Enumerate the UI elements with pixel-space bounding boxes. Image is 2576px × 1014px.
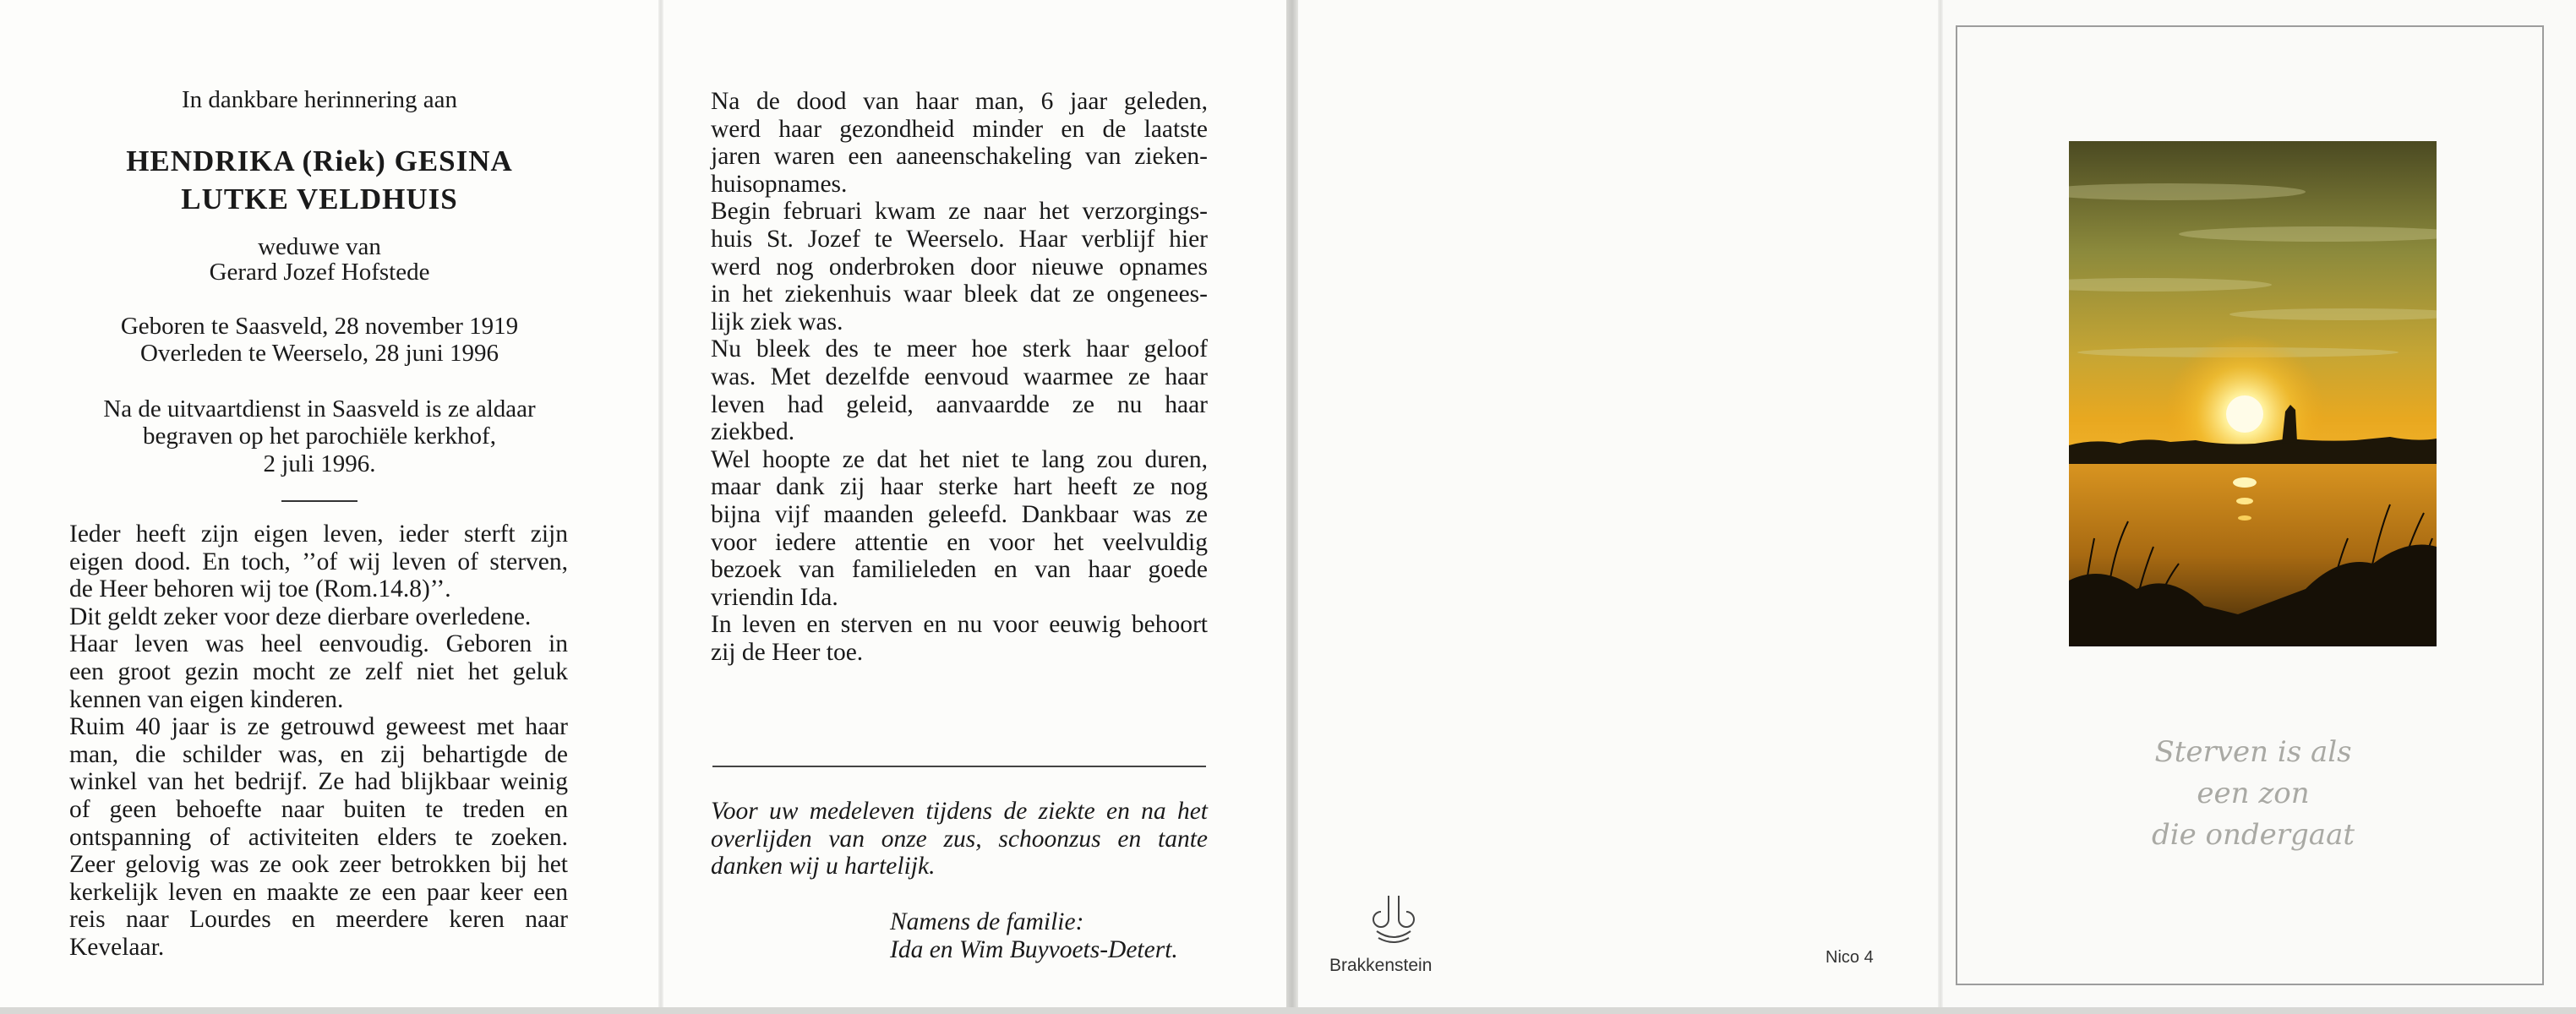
text-line: maar dank zij haar sterke hart heeft ze nog	[711, 473, 1208, 501]
scan-edge	[0, 1007, 2576, 1014]
birth-info: Geboren te Saasveld, 28 november 1919	[120, 313, 519, 340]
text-line: kerkelijk leven en maakte ze een paar keer een	[69, 878, 568, 906]
back-cover-panel	[1298, 0, 1940, 1007]
burial-line: begraven op het parochiële kerkhof,	[143, 422, 496, 450]
text-line: man, die schilder was, en zij behartigde de	[69, 740, 568, 768]
sunset-photo	[2069, 141, 2437, 646]
text-line: Haar leven was heel eenvoudig. Geboren in	[69, 630, 568, 658]
burial-line: 2 juli 1996.	[263, 450, 376, 477]
publisher-name: Brakkenstein	[1329, 956, 1433, 975]
signature-line: Ida en Wim Buyvoets-Detert.	[890, 935, 1178, 963]
card-code: Nico 4	[1826, 948, 1874, 967]
death-info: Overleden te Weerselo, 28 juni 1996	[140, 340, 499, 367]
poem-line: die ondergaat	[2151, 818, 2355, 852]
text-line: Ieder heeft zijn eigen leven, ieder sterft zijn	[69, 521, 568, 548]
text-line: ziekbed.	[711, 418, 795, 446]
poem-line: Sterven is als	[2154, 735, 2352, 769]
text-line: ontspanning of activiteiten elders te zoeken.	[69, 823, 568, 851]
text-line: Zeer gelovig was ze ook zeer betrokken bij het	[69, 851, 568, 879]
text-line: huisopnames.	[711, 170, 848, 198]
card-gap	[1286, 0, 1298, 1014]
spouse-name: Gerard Jozef Hofstede	[209, 259, 430, 286]
text-line: voor iedere attentie en voor het veelvuldig	[711, 528, 1208, 556]
text-line: werd nog onderbroken door nieuwe opnames	[711, 253, 1208, 281]
text-line: In leven en sterven en nu voor eeuwig behoort	[711, 611, 1208, 639]
text-line: danken wij u hartelijk.	[711, 853, 936, 880]
text-line: Begin februari kwam ze naar het verzorgings-	[711, 198, 1208, 226]
text-line: of geen behoefte naar buiten te treden en	[69, 795, 568, 823]
text-line: eigen dood. En toch, ’’of wij leven of sterven,	[69, 548, 568, 575]
text-line: lijk ziek was.	[711, 308, 843, 335]
name-line: HENDRIKA (Riek) GESINA	[126, 144, 513, 177]
text-line: de Heer behoren wij toe (Rom.14.8)’’.	[69, 575, 451, 603]
text-line: een groot gezin mocht ze zelf niet het geluk	[69, 657, 568, 685]
poem	[2103, 732, 2404, 856]
text-line: overlijden van onze zus, schoonzus en tante	[711, 825, 1208, 853]
text-line: jaren waren een aaneenschakeling van zieken-	[711, 143, 1208, 171]
sunset-over-lake-image	[2069, 141, 2437, 646]
divider	[712, 766, 1206, 767]
text-line: was. Met dezelfde eenvoud waarmee ze haar	[711, 363, 1208, 390]
text-line: reis naar Lourdes en meerdere keren naar	[69, 906, 568, 934]
text-line: Ruim 40 jaar is ze getrouwd geweest met haar	[69, 713, 568, 741]
burial-line: Na de uitvaartdienst in Saasveld is ze aldaar	[103, 395, 536, 422]
thanks-text	[711, 798, 1208, 880]
fold-line	[658, 0, 663, 1014]
text-line: Kevelaar.	[69, 933, 165, 961]
divider	[281, 500, 357, 502]
memorial-text	[69, 521, 568, 962]
brakkenstein-logo-icon	[1370, 894, 1417, 945]
text-line: Voor uw medeleven tijdens de ziekte en na het	[711, 798, 1208, 825]
signature-block	[890, 908, 1211, 963]
text-line: bezoek van familieleden en van haar goede	[711, 556, 1208, 584]
text-line: Na de dood van haar man, 6 jaar geleden,	[711, 88, 1208, 115]
deceased-name	[69, 142, 570, 218]
text-line: leven had geleid, aanvaardde ze nu haar	[711, 390, 1208, 418]
memorial-text-continued	[711, 88, 1208, 666]
signature-line: Namens de familie:	[890, 908, 1084, 935]
text-line: Wel hoopte ze dat het niet te lang zou duren,	[711, 445, 1208, 473]
text-line: Dit geldt zeker voor deze dierbare overledene.	[69, 602, 532, 630]
text-line: vriendin Ida.	[711, 583, 838, 611]
text-line: kennen van eigen kinderen.	[69, 685, 344, 713]
name-line: LUTKE VELDHUIS	[181, 183, 458, 215]
fold-line	[1938, 0, 1943, 1014]
text-line: zij de Heer toe.	[711, 638, 864, 666]
text-line: in het ziekenhuis waar bleek dat ze ongenees-	[711, 281, 1208, 308]
poem-line: een zon	[2197, 777, 2310, 810]
text-line: winkel van het bedrijf. Ze had blijkbaar weinig	[69, 768, 568, 796]
text-line: werd haar gezondheid minder en de laatste	[711, 115, 1208, 143]
intro-text: In dankbare herinnering aan	[181, 86, 458, 113]
text-line: huis St. Jozef te Weerselo. Haar verblijf hier	[711, 225, 1208, 253]
widow-label: weduwe van	[258, 233, 381, 260]
text-line: Nu bleek des te meer hoe sterk haar geloof	[711, 335, 1208, 363]
text-line: bijna vijf maanden geleefd. Dankbaar was ze	[711, 500, 1208, 528]
